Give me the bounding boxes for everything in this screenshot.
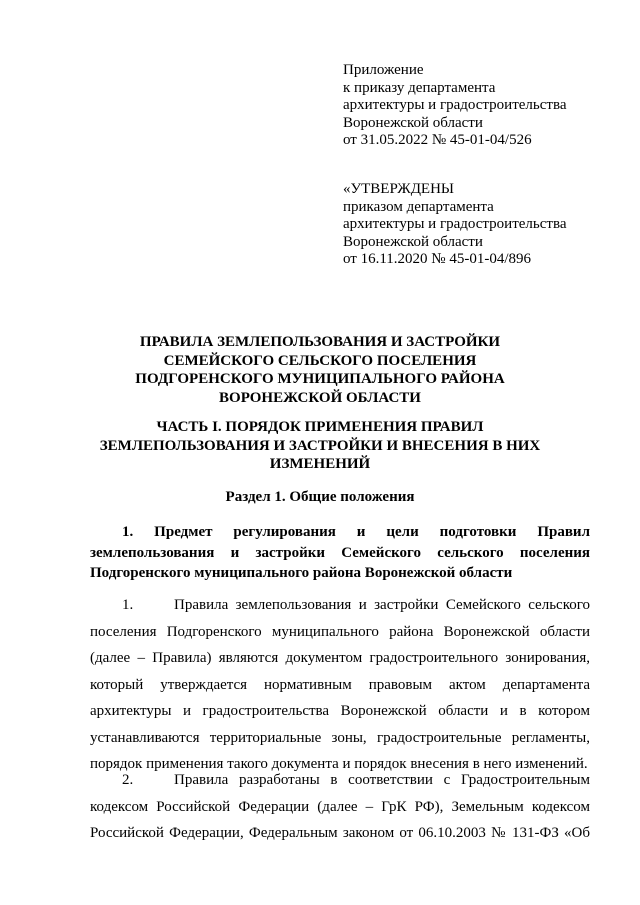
paragraph-line: [90, 592, 590, 619]
title-line: ВОРОНЕЖСКОЙ ОБЛАСТИ: [219, 389, 421, 406]
paragraph-line: (далее – Правила) являются документом градостроительного зонирования,: [90, 650, 590, 666]
paragraph-line: поселения Подгоренского муниципального района Воронежской области: [90, 623, 590, 640]
paragraph-line: порядок применения такого документа и порядок внесения в него изменений.: [90, 756, 588, 772]
paragraph-number: 1.: [122, 597, 134, 613]
appendix-line: Приложение: [343, 62, 424, 78]
title-line: СЕМЕЙСКОГО СЕЛЬСКОГО ПОСЕЛЕНИЯ: [163, 352, 477, 369]
article-heading-line: 1. Предмет регулирования и цели подготовки Правил: [122, 524, 590, 540]
part-title-line: ЗЕМЛЕПОЛЬЗОВАНИЯ И ЗАСТРОЙКИ И ВНЕСЕНИЯ В НИХ: [99, 437, 541, 454]
part-title-line: ИЗМЕНЕНИЙ: [269, 456, 371, 472]
approval-line: Воронежской области: [343, 233, 483, 250]
title-line: ПОДГОРЕНСКОГО МУНИЦИПАЛЬНОГО РАЙОНА: [135, 371, 505, 387]
appendix-line: от 31.05.2022 № 45-01-04/526: [343, 132, 532, 148]
document-title: [90, 333, 550, 407]
paragraph-line: который утверждается нормативным правовым актом департамента: [90, 676, 590, 693]
paragraph-line: кодексом Российской Федерации (далее – ГрК РФ), Земельным кодексом: [90, 798, 590, 815]
section-title: Раздел 1. Общие положения: [225, 489, 415, 505]
approval-line: архитектуры и градостроительства: [343, 216, 567, 232]
appendix-line: архитектуры и градостроительства: [343, 97, 567, 113]
paragraph-2: [90, 767, 590, 847]
article-heading: [90, 522, 590, 584]
article-heading-line: землепользования и застройки Семейского сельского поселения: [90, 544, 590, 561]
article-heading-line: Подгоренского муниципального района Воронежской области: [90, 565, 513, 581]
paragraph-line: Российской Федерации, Федеральным законом от 06.10.2003 № 131-ФЗ «Об: [90, 825, 590, 841]
paragraph-line: устанавливаются территориальные зоны, градостроительные регламенты,: [90, 729, 590, 746]
approval-line: «УТВЕРЖДЕНЫ: [343, 181, 455, 197]
paragraph-line: архитектуры и градостроительства Воронежской области и в котором: [90, 703, 590, 719]
appendix-line: Воронежской области: [343, 114, 483, 131]
paragraph-text: Правила разработаны в соответствии с Градостроительным: [174, 772, 590, 788]
paragraph-line: [90, 767, 590, 794]
approval-line: от 16.11.2020 № 45-01-04/896: [343, 251, 532, 267]
part-title: [90, 418, 550, 474]
paragraph-number: 2.: [122, 772, 134, 788]
paragraph-1: [90, 592, 590, 778]
appendix-block: [343, 62, 623, 150]
title-line: ПРАВИЛА ЗЕМЛЕПОЛЬЗОВАНИЯ И ЗАСТРОЙКИ: [139, 334, 501, 350]
paragraph-text: Правила землепользования и застройки Семейского сельского: [174, 597, 590, 613]
approval-line: приказом департамента: [343, 198, 494, 215]
appendix-line: к приказу департамента: [343, 79, 496, 96]
approval-block: [343, 181, 623, 269]
part-title-line: ЧАСТЬ I. ПОРЯДОК ПРИМЕНЕНИЯ ПРАВИЛ: [156, 419, 484, 435]
